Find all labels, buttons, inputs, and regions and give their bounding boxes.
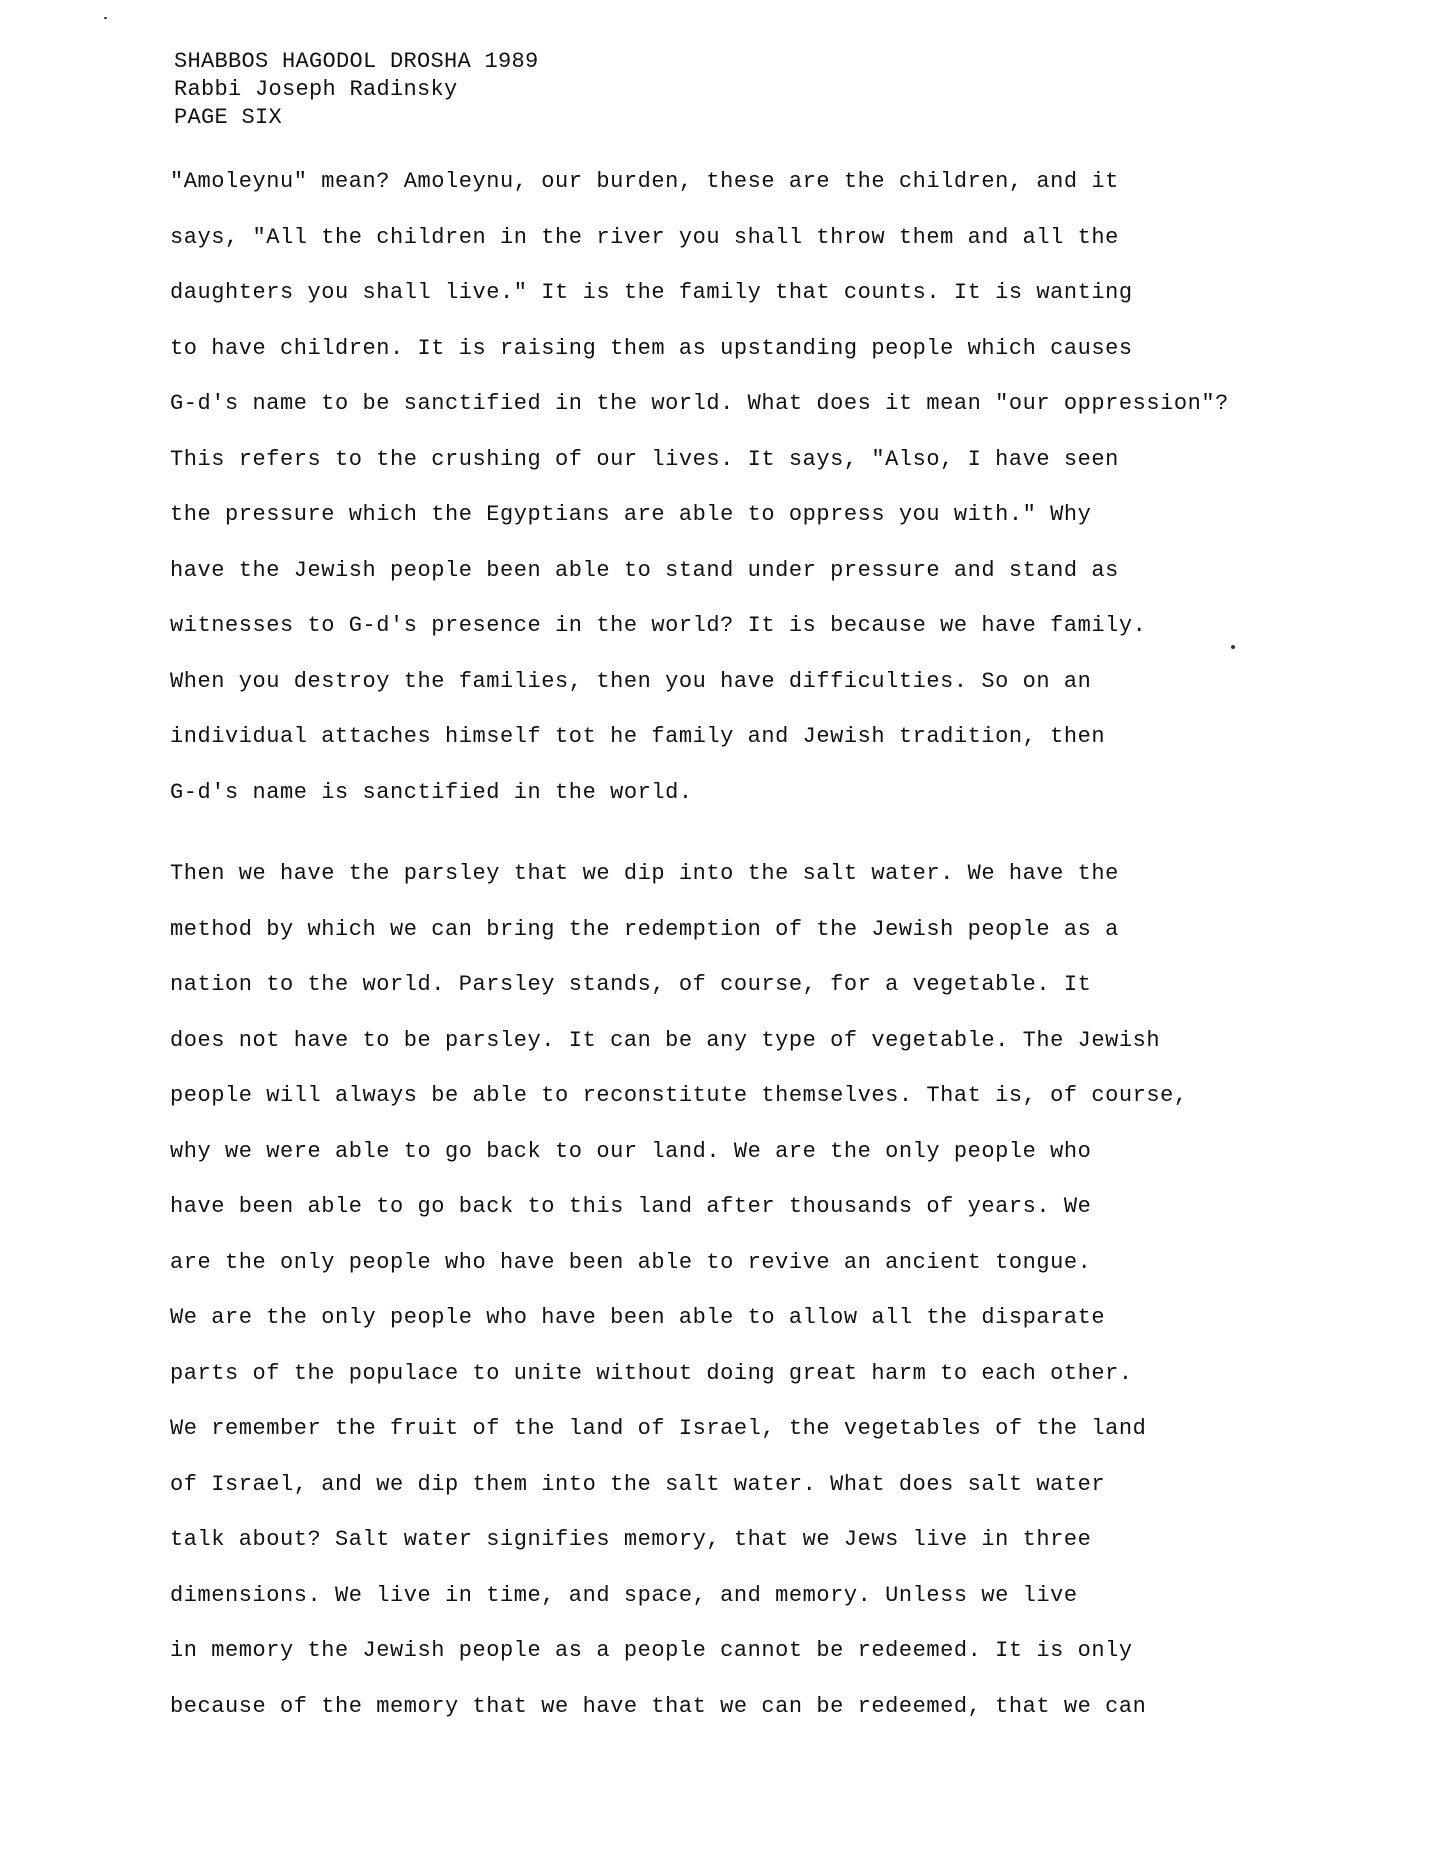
text-line: "Amoleynu" mean? Amoleynu, our burden, these are the children, and it [170, 169, 1119, 194]
document-header [174, 48, 539, 132]
text-line: have been able to go back to this land after thousands of years. We [170, 1194, 1092, 1219]
paragraph-2 [170, 846, 1188, 1734]
text-line: are the only people who have been able to revive an ancient tongue. [170, 1249, 1092, 1275]
text-line: dimensions. We live in time, and space, and memory. Unless we live [170, 1582, 1078, 1608]
text-line: This refers to the crushing of our lives. It says, "Also, I have seen [170, 446, 1119, 472]
paragraph-1 [170, 154, 1229, 820]
text-line: method by which we can bring the redemption of the Jewish people as a [170, 916, 1119, 942]
text-line: of Israel, and we dip them into the salt water. What does salt water [170, 1471, 1106, 1497]
text-line: G-d's name is sanctified in the world. [170, 779, 693, 805]
scan-speck [104, 17, 107, 19]
text-line: says, "All the children in the river you shall throw them and all the [170, 224, 1119, 250]
scan-speck [1231, 645, 1235, 649]
text-line: have the Jewish people been able to stand under pressure and stand as [170, 557, 1119, 583]
text-line: witnesses to G-d's presence in the world? It is because we have family. [170, 613, 1147, 638]
text-line: When you destroy the families, then you have difficulties. So on an [170, 668, 1092, 694]
document-author: Rabbi Joseph Radinsky [174, 77, 458, 102]
text-line: talk about? Salt water signifies memory, that we Jews live in three [170, 1527, 1092, 1552]
text-line: why we were able to go back to our land. We are the only people who [170, 1138, 1092, 1164]
text-line: in memory the Jewish people as a people cannot be redeemed. It is only [170, 1638, 1133, 1663]
document-title: SHABBOS HAGODOL DROSHA 1989 [174, 49, 539, 74]
text-line: G-d's name to be sanctified in the world. What does it mean "our oppression"? [170, 391, 1229, 416]
text-line: We remember the fruit of the land of Israel, the vegetables of the land [170, 1416, 1147, 1441]
text-line: to have children. It is raising them as upstanding people which causes [170, 335, 1133, 361]
text-line: does not have to be parsley. It can be any type of vegetable. The Jewish [170, 1027, 1161, 1053]
text-line: the pressure which the Egyptians are able to oppress you with." Why [170, 502, 1092, 527]
text-line: Then we have the parsley that we dip into the salt water. We have the [170, 861, 1119, 886]
page-label: PAGE SIX [174, 105, 283, 130]
text-line: people will always be able to reconstitute themselves. That is, of course, [170, 1083, 1188, 1108]
text-line: parts of the populace to unite without doing great harm to each other. [170, 1360, 1133, 1386]
text-line: nation to the world. Parsley stands, of course, for a vegetable. It [170, 972, 1092, 997]
text-line: because of the memory that we have that we can be redeemed, that we can [170, 1693, 1147, 1719]
text-line: daughters you shall live." It is the family that counts. It is wanting [170, 280, 1133, 305]
text-line: We are the only people who have been able to allow all the disparate [170, 1305, 1106, 1330]
text-line: individual attaches himself tot he family and Jewish tradition, then [170, 724, 1106, 749]
